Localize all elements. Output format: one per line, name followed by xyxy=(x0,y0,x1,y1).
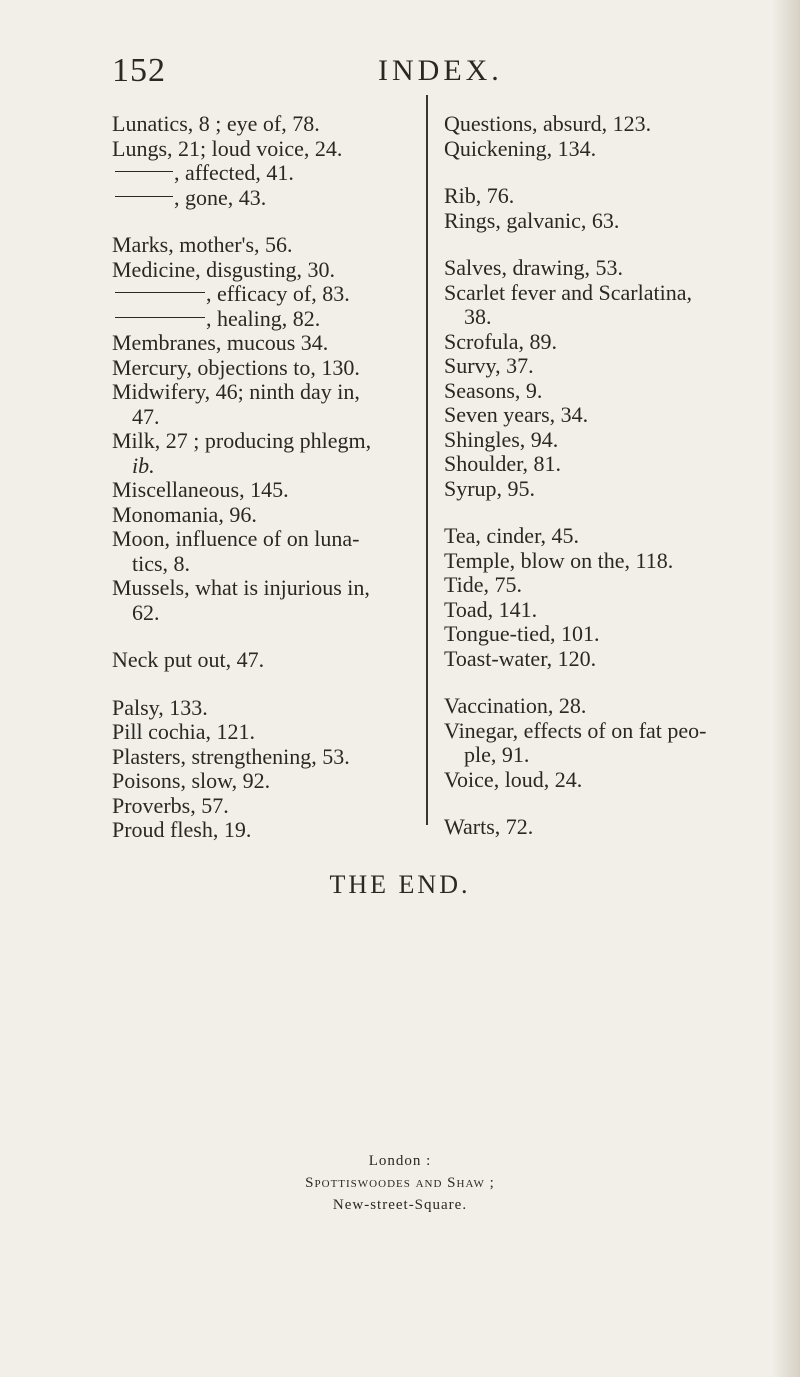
index-entry xyxy=(112,454,427,479)
index-entry xyxy=(112,186,427,211)
index-entry xyxy=(444,524,784,549)
index-entry-text: Tea, cinder, 45. xyxy=(444,523,580,548)
index-entry-text: , gone, 43. xyxy=(174,184,267,210)
index-entry xyxy=(444,354,784,379)
ditto-dash xyxy=(115,171,173,172)
index-entry xyxy=(112,745,427,770)
index-entry xyxy=(444,428,784,453)
index-entry-text: Milk, 27 ; producing phlegm, xyxy=(112,428,372,453)
index-entry-text: tics, 8. xyxy=(132,550,191,576)
index-entry-text: Proud flesh, 19. xyxy=(112,817,252,842)
index-entry xyxy=(444,256,784,281)
index-entry-text: Shingles, 94. xyxy=(444,426,559,452)
index-entry-text: Monomania, 96. xyxy=(112,501,257,527)
index-entry-text: , healing, 82. xyxy=(206,305,321,331)
index-entry xyxy=(444,622,784,647)
index-entry-text: Moon, influence of on luna- xyxy=(112,526,360,551)
index-entry xyxy=(444,768,784,793)
index-entry-text: Rib, 76. xyxy=(444,183,515,208)
index-entry-text: ple, 91. xyxy=(464,742,530,767)
ditto-dash xyxy=(115,317,205,318)
index-entry-text: Shoulder, 81. xyxy=(444,451,562,476)
index-entry-text: Neck put out, 47. xyxy=(112,647,265,672)
page-number: 152 xyxy=(112,52,166,89)
index-entry-text: Membranes, mucous 34. xyxy=(112,330,329,355)
index-entry-text: , affected, 41. xyxy=(174,160,294,185)
index-entry-text: Vinegar, effects of on fat peo- xyxy=(444,717,707,743)
index-entry xyxy=(112,233,427,258)
index-entry xyxy=(112,112,427,137)
index-entry xyxy=(444,403,784,428)
index-entry xyxy=(112,818,427,843)
index-entry xyxy=(112,601,427,626)
index-entry xyxy=(112,720,427,745)
index-entry-text: Mussels, what is injurious in, xyxy=(112,575,370,600)
index-entry-text: Marks, mother's, 56. xyxy=(112,232,293,257)
index-entry xyxy=(112,478,427,503)
index-entry xyxy=(444,209,784,234)
index-entry xyxy=(112,137,427,162)
index-entry xyxy=(444,305,784,330)
index-entry xyxy=(112,503,427,528)
page-edge-shadow xyxy=(772,0,800,1377)
index-entry-text: Pill cochia, 121. xyxy=(112,719,255,744)
index-entry-text: Seven years, 34. xyxy=(444,402,589,427)
imprint-address: New-street-Square. xyxy=(332,1197,468,1213)
index-entry-text: Vaccination, 28. xyxy=(444,693,587,718)
index-entry xyxy=(112,648,427,673)
index-entry xyxy=(444,598,784,623)
index-entry xyxy=(112,576,427,601)
index-entry-text: Proverbs, 57. xyxy=(112,792,229,818)
index-entry-text: Voice, loud, 24. xyxy=(444,766,583,792)
index-entry xyxy=(444,694,784,719)
index-entry xyxy=(112,356,427,381)
index-entry xyxy=(112,527,427,552)
page-header xyxy=(0,52,800,102)
index-entry-text: 47. xyxy=(132,403,160,429)
index-entry xyxy=(444,549,784,574)
index-column-left xyxy=(112,112,427,843)
index-entry-text: Rings, galvanic, 63. xyxy=(444,207,620,233)
ditto-dash xyxy=(115,292,205,293)
index-entry-text: Toad, 141. xyxy=(444,596,538,622)
index-entry-text: Palsy, 133. xyxy=(112,694,208,720)
index-entry xyxy=(444,573,784,598)
index-entry-text: Scrofula, 89. xyxy=(444,328,558,354)
index-entry xyxy=(112,696,427,721)
index-entry-text: Quickening, 134. xyxy=(444,135,597,161)
index-entry xyxy=(112,282,427,307)
the-end-heading: THE END. xyxy=(329,870,471,899)
index-entry xyxy=(444,452,784,477)
index-entry xyxy=(112,769,427,794)
index-entry xyxy=(112,794,427,819)
index-entry xyxy=(112,405,427,430)
index-entry-text: 62. xyxy=(132,599,160,625)
index-entry-text: Midwifery, 46; ninth day in, xyxy=(112,379,360,404)
index-entry xyxy=(444,743,784,768)
running-head: INDEX. xyxy=(378,54,503,87)
index-entry-text: Miscellaneous, 145. xyxy=(112,477,289,502)
index-entry xyxy=(444,330,784,355)
index-entry xyxy=(444,815,784,840)
imprint-city: London : xyxy=(368,1153,432,1169)
index-entry xyxy=(444,477,784,502)
index-entry-text: Mercury, objections to, 130. xyxy=(112,354,360,380)
index-entry-text: Plasters, strengthening, 53. xyxy=(112,743,350,769)
index-column-right xyxy=(444,112,784,840)
index-entry xyxy=(444,647,784,672)
index-entry-text: Questions, absurd, 123. xyxy=(444,111,652,136)
index-entry-text: Warts, 72. xyxy=(444,814,534,839)
index-entry xyxy=(444,112,784,137)
printer-imprint xyxy=(0,1150,800,1216)
index-entry-text: , efficacy of, 83. xyxy=(206,281,350,306)
index-entry-text: Temple, blow on the, 118. xyxy=(444,547,674,573)
index-entry xyxy=(112,429,427,454)
index-entry xyxy=(112,380,427,405)
imprint-printer: Spottiswoodes and Shaw ; xyxy=(305,1175,495,1191)
index-entry xyxy=(112,552,427,577)
index-entry xyxy=(444,184,784,209)
index-entry-text: Salves, drawing, 53. xyxy=(444,255,624,280)
index-entry xyxy=(444,137,784,162)
ditto-dash xyxy=(115,196,173,197)
index-entry-text: Lunatics, 8 ; eye of, 78. xyxy=(112,111,320,136)
index-entry-text: Survy, 37. xyxy=(444,353,534,378)
index-entry-text: Syrup, 95. xyxy=(444,475,536,501)
index-entry xyxy=(444,281,784,306)
index-entry-text: Toast-water, 120. xyxy=(444,645,597,671)
index-entry xyxy=(444,719,784,744)
index-entry-text: Seasons, 9. xyxy=(444,377,543,403)
index-entry-text: Medicine, disgusting, 30. xyxy=(112,256,336,282)
index-entry xyxy=(112,258,427,283)
index-entry xyxy=(112,161,427,186)
index-entry xyxy=(444,379,784,404)
index-entry xyxy=(112,331,427,356)
index-entry-text: Tongue-tied, 101. xyxy=(444,621,600,646)
index-entry-text: ib. xyxy=(132,452,155,478)
index-entry-text: Lungs, 21; loud voice, 24. xyxy=(112,135,343,161)
index-entry-text: Tide, 75. xyxy=(444,572,523,597)
index-entry-text: Scarlet fever and Scarlatina, xyxy=(444,279,692,305)
index-entry xyxy=(112,307,427,332)
index-entry-text: 38. xyxy=(464,304,492,329)
index-entry-text: Poisons, slow, 92. xyxy=(112,768,271,793)
